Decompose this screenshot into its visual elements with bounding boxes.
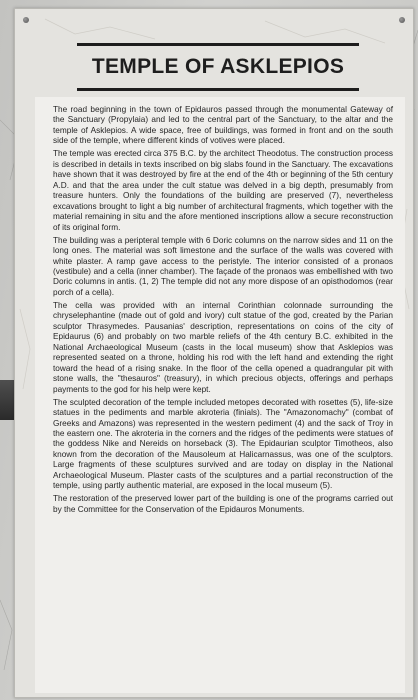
paragraph-construction: The temple was erected circa 375 B.C. by the architect Theodotus. The construction process is described in details in texts inscribed on big slabs found in the Sanctuary. The excavations have shown that it was destroyed by fire at the end of the 4th or beginning of the 5th century A.D. and that the area under the cult statue was delved in a big depth, presumably from treasure hunters. Only the foundations of the building are preserved (7), nevertheless excavations brought to light a big number of architectural fragments, which together with the material remaining in situ and the afore mentioned inscriptions allow a secure reconstruction of its original form. xyxy=(53,149,393,232)
title-bar xyxy=(77,43,359,91)
text-panel xyxy=(35,97,405,693)
paragraph-cella: The cella was provided with an internal Corinthian colonnade surrounding the chryselephantine (made out of gold and ivory) cult statue of the god, created by the Parian sculptor Thrasymedes. Pausanias' description, representations on coins of the city of Epidaurus (6) and probably on two marble reliefs of the 4th century B.C. exhibited in the National Archaeological Museum (casts in the local museum) show that Asklepios was represented seated on a throne, holding his rod with the left hand and extending the right toward the head of a rising snake. In the floor of the cella opened a quadrangular pit with stone walls, the "thesauros" (treasury), in which precious objects, offerings and perhaps payments to the god for his help were kept. xyxy=(53,300,393,394)
wall-shadow-strip xyxy=(0,380,14,420)
sign-bolt-icon xyxy=(399,17,405,23)
paragraph-building: The building was a peripteral temple with 6 Doric columns on the narrow sides and 11 on the long ones. The material was soft limestone and the surface of the walls was covered with white plaster. A ramp gave access to the peristyle. The interior consisted of a pronaos (vestibule) and a cella (inner chamber). The façade of the pronaos was embellished with two Doric columns in antis. (1, 2) The temple did not any more dispose of an opisthodomos (rear porch of a cella). xyxy=(53,235,393,297)
paragraph-road: The road beginning in the town of Epidauros passed through the monumental Gateway of the Sanctuary (Propylaia) and led to the central part of the Sanctuary, to the altar and the temple of Asklepios. A wide space, free of buildings, was formed in front and on the south side of the temple, where different kinds of votives were placed. xyxy=(53,105,393,146)
paragraph-restoration: The restoration of the preserved lower part of the building is one of the programs carried out by the Committee for the Conservation of the Epidauros Monuments. xyxy=(53,494,393,514)
sign-bolt-icon xyxy=(23,17,29,23)
paragraph-sculpture: The sculpted decoration of the temple included metopes decorated with rosettes (5), life-size statues in the pediments and marble akroteria (finials). The "Amazonomachy" (combat of Greeks and Amazons) was represented in the western pediment (4) and the sack of Troy in the eastern one. The akroteria in the corners and the ridges of the pediments were statues of the goddess Nike and Nereids on horseback (3). The Epidaurian sculptor Timotheos, also known from the decoration of the Mausoleum at Halicarnassus, was one of the sculptors. Large fragments of these sculptures survived and are today on display in the National Archaeological Museum. Plaster casts of the sculptures and a partial reconstruction of the temple, using partly authentic material, are exposed in the local museum (5). xyxy=(53,397,393,491)
info-sign xyxy=(14,8,414,698)
page-title: TEMPLE OF ASKLEPIOS xyxy=(91,55,345,78)
